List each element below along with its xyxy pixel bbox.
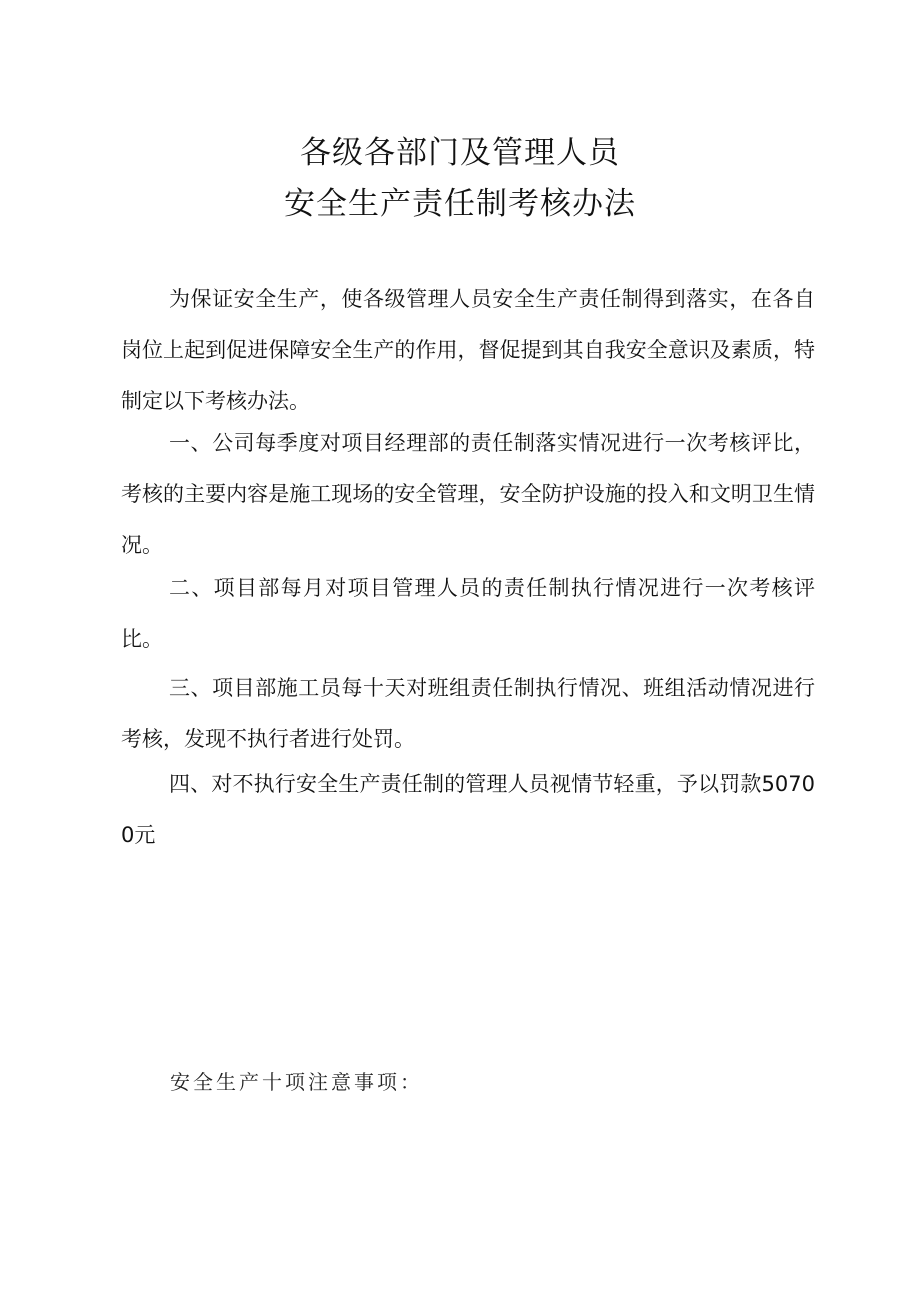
clause-4: 四、对不执行安全生产责任制的管理人员视情节轻重，予以罚款50700元 <box>121 772 815 847</box>
clause-3: 三、项目部施工员每十天对班组责任制执行情况、班组活动情况进行考核，发现不执行者进行处罚。 <box>121 676 815 751</box>
intro-paragraph: 为保证安全生产，使各级管理人员安全生产责任制得到落实，在各自岗位上起到促进保障安全生产的作用，督促提到其自我安全意识及素质，特制定以下考核办法。 <box>121 287 815 413</box>
document-title-line2: 安全生产责任制考核办法 <box>284 186 636 222</box>
safety-notes-heading: 安全生产十项注意事项： <box>170 1070 423 1094</box>
document-title-line1: 各级各部门及管理人员 <box>300 135 620 171</box>
clause-2: 二、项目部每月对项目管理人员的责任制执行情况进行一次考核评比。 <box>121 576 815 651</box>
clause-1: 一、公司每季度对项目经理部的责任制落实情况进行一次考核评比，考核的主要内容是施工现场的安全管理，安全防护设施的投入和文明卫生情况。 <box>121 431 815 557</box>
